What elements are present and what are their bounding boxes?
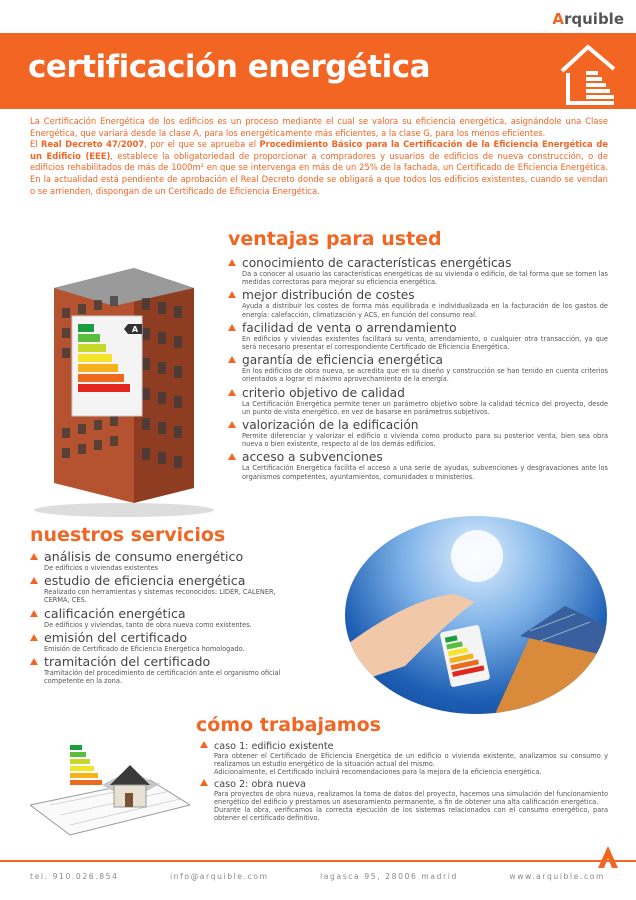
footer bbox=[30, 872, 605, 881]
brand-logo bbox=[552, 10, 624, 28]
triangle-bullet-icon bbox=[228, 389, 236, 396]
triangle-bullet-icon bbox=[200, 779, 208, 786]
list-item: tramitación del certificado Tramitación del procedimiento de certificación ante el organismo oficial competente en la zona. bbox=[30, 655, 300, 685]
how-we-work-list bbox=[200, 741, 608, 824]
triangle-bullet-icon bbox=[30, 634, 38, 641]
triangle-bullet-icon bbox=[30, 577, 38, 584]
list-item: valorización de la edificación Permite diferenciar y valorizar el edificio o vivienda como producto para su posterior venta, bien sea obra nueva o bien existente, respecto al de los demás edificios. bbox=[228, 418, 608, 448]
footer-divider bbox=[0, 860, 636, 862]
list-item: análisis de consumo energético De edificios o viviendas existentes bbox=[30, 550, 300, 572]
list-item: estudio de eficiencia energética Realizado con herramientas y sistemas reconocidos: LIDER, CALENER, CERMA, CES. bbox=[30, 574, 300, 604]
energy-class-letter: A bbox=[131, 325, 139, 334]
list-item: acceso a subvenciones La Certificación Energética facilita el acceso a una serie de ayudas, subvenciones y desgravaciones ante los organismos competentes, ayuntamientos, comunidades o ministerios. bbox=[228, 450, 608, 480]
list-item: criterio objetivo de calidad La Certificación Energética permite tener un parámetro objetivo sobre la calidad técnica del proyecto, desde un punto de vista energético, en vez de basarse en parámetros subjetivos. bbox=[228, 386, 608, 416]
hand-label-illustration bbox=[345, 516, 607, 714]
triangle-bullet-icon bbox=[228, 291, 236, 298]
triangle-bullet-icon bbox=[30, 610, 38, 617]
procedure-name: Procedimiento Básico para la Certificación de la Eficiencia Energética de un Edificio (EEE) bbox=[30, 139, 609, 161]
solar-house-photo bbox=[345, 516, 607, 714]
services-heading: nuestros servicios bbox=[30, 524, 226, 546]
footer-website[interactable]: www.arquible.com bbox=[509, 872, 605, 881]
intro-paragraph-1: La Certificación Energética de los edificios es un proceso mediante el cual se valora su eficiencia energética, asignándole una Clase Energética, que variará desde la clase A, para los energéticamente más eficientes, a la clase G, para los menos eficientes. bbox=[30, 116, 608, 138]
brand-mark-icon bbox=[598, 846, 618, 868]
triangle-bullet-icon bbox=[200, 741, 208, 748]
triangle-bullet-icon bbox=[30, 553, 38, 560]
energy-house-icon bbox=[558, 41, 622, 107]
triangle-bullet-icon bbox=[228, 356, 236, 363]
advantages-heading: ventajas para usted bbox=[228, 228, 442, 250]
triangle-bullet-icon bbox=[228, 421, 236, 428]
logo-wordmark: rquible bbox=[563, 10, 624, 28]
footer-email[interactable]: info@arquible.com bbox=[169, 872, 269, 881]
case-2-title: caso 2: obra nueva bbox=[214, 778, 306, 790]
triangle-bullet-icon bbox=[228, 453, 236, 460]
case-1-title: caso 1: edificio existente bbox=[214, 741, 334, 752]
list-item: garantía de eficiencia energética En los edificios de obra nueva, se acredita que en su diseño y construcción se han tenido en cuenta criterios orientados a lograr el máximo aprovechamiento de la energía. bbox=[228, 353, 608, 383]
page-title: certificación energética bbox=[28, 49, 431, 85]
triangle-bullet-icon bbox=[228, 259, 236, 266]
triangle-bullet-icon bbox=[30, 658, 38, 665]
advantages-list bbox=[228, 256, 608, 483]
intro-paragraph-2: El Real Decreto 47/2007, por el que se aprueba el Procedimiento Básico para la Certificación de la Eficiencia Energética de un Edificio (EEE), establece la obligatoriedad de proporcionar a compradores y usuarios de edificios de nueva construcción, o de edificios rehabilitados de más de 1000m² en que se intervenga en más de un 25% de la fachada, un Certificado de Eficiencia Energética. En la actualidad está pendiente de aprobación el Real Decreto donde se obligará a que todos los edificios existentes, cuando se vendan o se arrienden, dispongan de un Certificado de Eficiencia Energética. bbox=[30, 139, 609, 196]
logo-mark: A bbox=[552, 10, 564, 28]
triangle-bullet-icon bbox=[228, 324, 236, 331]
footer-address: lagasca 95, 28006 madrid bbox=[320, 872, 458, 881]
services-list bbox=[30, 550, 300, 687]
list-item: mejor distribución de costes Ayuda a distribuir los costes de forma más equilibrada e individualizada en la facturación de los gastos de energía: calefacción, climatización y ACS, en función del consumo real. bbox=[228, 288, 608, 318]
title-banner bbox=[0, 33, 636, 109]
footer-phone: tel. 910.026.854 bbox=[30, 872, 119, 881]
intro-text bbox=[30, 116, 608, 197]
building-illustration bbox=[24, 248, 224, 518]
case-2-desc: Para proyectos de obra nueva, realizamos la toma de datos del proyecto, hacemos una simulación del funcionamiento energético del edificio y prestamos un asesoramiento permanente, a fin de obtener una alta calificación energética. Durante la obra, verificamos la correcta ejecución de los sistemas relacionados con el consumo energético, para obtener el certificado definitivo. bbox=[214, 789, 608, 823]
house-blueprint-illustration bbox=[30, 725, 190, 855]
case-1-desc: Para obtener el Certificado de Eficiencia Energética de un edificio o vivienda existente, analizamos su consumo y realizamos un estudio energético de la situación actual del mismo. Adicionalmente, el Certificado incluirá recomendaciones para la mejora de la eficiencia energética. bbox=[214, 752, 608, 777]
list-item: emisión del certificado Emisión de Certificado de Eficiencia Energética homologado. bbox=[30, 631, 300, 653]
list-item: facilidad de venta o arrendamiento En edificios y viviendas existentes facilitará su venta, arrendamiento, o cualquier otra transacción, ya que será necesario presentar el correspondiente Certificado de Eficiencia Energética. bbox=[228, 321, 608, 351]
list-item: conocimiento de características energéticas Da a conocer al usuario las características energéticas de su vivienda o edificio, de tal forma que se tomen las medidas correctoras para mejorar su eficiencia energética. bbox=[228, 256, 608, 286]
list-item: calificación energética De edificios y viviendas, tanto de obra nueva como existentes. bbox=[30, 607, 300, 629]
how-heading: cómo trabajamos bbox=[196, 714, 381, 736]
decree-name: Real Decreto 47/2007 bbox=[41, 139, 145, 150]
